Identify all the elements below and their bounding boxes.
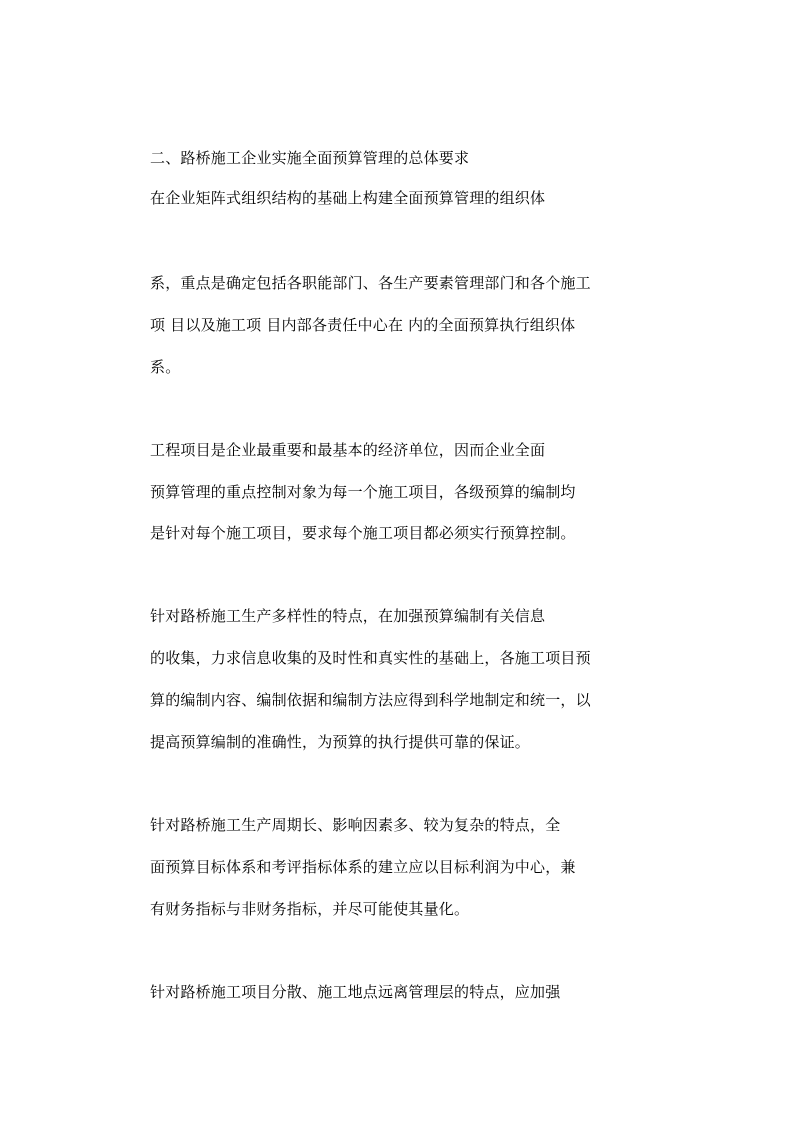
text-line: 的收集，力求信息收集的及时性和真实性的基础上，各施工项目预 <box>150 649 591 667</box>
text-line: 有财务指标与非财务指标，并尽可能使其量化。 <box>150 900 470 918</box>
text-line: 针对路桥施工项目分散、施工地点远离管理层的特点，应加强 <box>150 983 561 1001</box>
text-line: 系，重点是确定包括各职能部门、各生产要素管理部门和各个施工 <box>150 274 591 292</box>
text-line: 针对路桥施工生产多样性的特点，在加强预算编制有关信息 <box>150 607 546 625</box>
text-line: 是针对每个施工项目，要求每个施工项目都必须实行预算控制。 <box>150 524 576 542</box>
text-line: 系。 <box>150 358 181 376</box>
text-line: 工程项目是企业最重要和最基本的经济单位，因而企业全面 <box>150 441 546 459</box>
text-line: 针对路桥施工生产周期长、影响因素多、较为复杂的特点，全 <box>150 816 561 834</box>
text-line: 在企业矩阵式组织结构的基础上构建全面预算管理的组织体 <box>150 189 546 207</box>
text-line: 面预算目标体系和考评指标体系的建立应以目标利润为中心，兼 <box>150 858 576 876</box>
text-line: 预算管理的重点控制对象为每一个施工项目，各级预算的编制均 <box>150 483 576 501</box>
text-line: 算的编制内容、编制依据和编制方法应得到科学地制定和统一，以 <box>150 691 591 709</box>
text-line: 提高预算编制的准确性，为预算的执行提供可靠的保证。 <box>150 733 531 751</box>
section-heading: 二、路桥施工企业实施全面预算管理的总体要求 <box>150 149 470 167</box>
text-line: 项 目以及施工项 目内部各责任中心在 内的全面预算执行组织体 <box>150 316 576 334</box>
